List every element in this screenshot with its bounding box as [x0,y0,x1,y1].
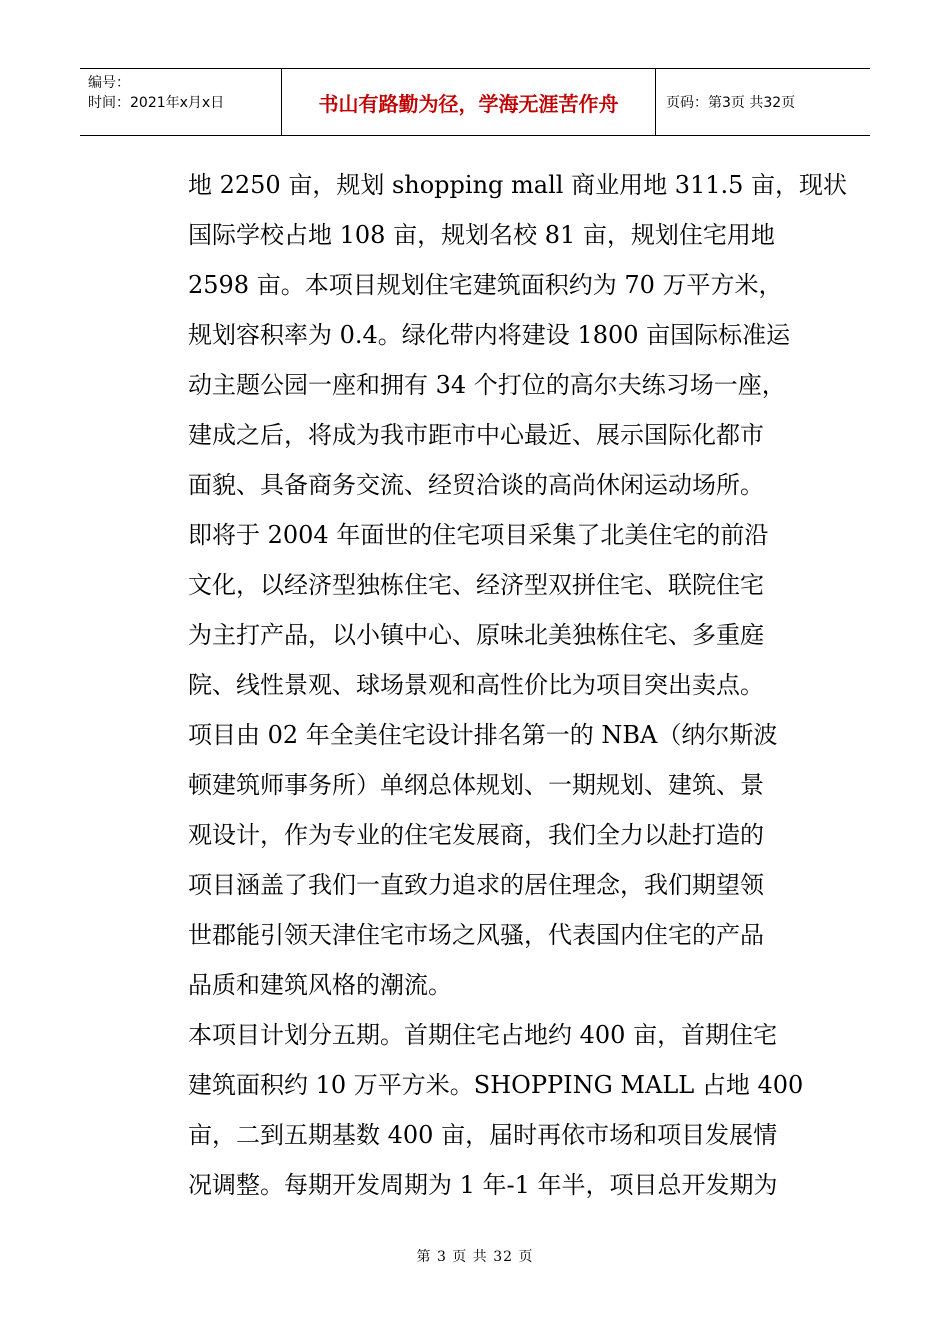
body-line: 建筑面积约 10 万平方米。SHOPPING MALL 占地 400 [188,1071,804,1099]
body-line: 项目由 02 年全美住宅设计排名第一的 NBA（纳尔斯波 [188,721,778,749]
body-line: 顿建筑师事务所）单纲总体规划、一期规划、建筑、景 [188,771,764,799]
body-line: 地 2250 亩，规划 shopping mall 商业用地 311.5 亩，现状 [188,171,848,199]
body-line: 品质和建筑风格的潮流。 [188,971,452,999]
body-line: 为主打产品，以小镇中心、原味北美独栋住宅、多重庭 [188,621,764,649]
page-footer: 第 3 页 共 32 页 [416,1249,534,1265]
body-line: 院、线性景观、球场景观和高性价比为项目突出卖点。 [188,671,764,699]
body-line: 建成之后，将成为我市距市中心最近、展示国际化都市 [188,421,764,449]
body-line: 文化，以经济型独栋住宅、经济型双拼住宅、联院住宅 [188,571,764,599]
document-number-label: 编号： [88,75,130,91]
header-motto: 书山有路勤为径，学海无涯苦作舟 [282,69,656,135]
body-line: 项目涵盖了我们一直致力追求的居住理念，我们期望领 [188,871,764,899]
page-header [80,68,870,136]
body-line: 国际学校占地 108 亩，规划名校 81 亩，规划住宅用地 [188,221,775,249]
body-line: 规划容积率为 0.4。绿化带内将建设 1800 亩国际标准运 [188,321,791,349]
body-line: 2598 亩。本项目规划住宅建筑面积约为 70 万平方米， [188,271,783,299]
body-line: 动主题公园一座和拥有 34 个打位的高尔夫练习场一座， [188,371,786,399]
body-line: 即将于 2004 年面世的住宅项目采集了北美住宅的前沿 [188,521,769,549]
document-time-label: 时间：2021年x月x日 [88,95,225,111]
body-line: 观设计，作为专业的住宅发展商，我们全力以赴打造的 [188,821,764,849]
document-body [188,160,848,1210]
body-line: 世郡能引领天津住宅市场之风骚，代表国内住宅的产品 [188,921,764,949]
header-page-number: 页码：第3页 共32页 [666,95,796,111]
body-line: 本项目计划分五期。首期住宅占地约 400 亩，首期住宅 [188,1021,778,1049]
body-line: 况调整。每期开发周期为 1 年-1 年半，项目总开发期为 [188,1171,778,1199]
body-line: 面貌、具备商务交流、经贸洽谈的高尚休闲运动场所。 [188,471,764,499]
body-line: 亩，二到五期基数 400 亩，届时再依市场和项目发展情 [188,1121,778,1149]
header-meta-cell [80,69,282,135]
